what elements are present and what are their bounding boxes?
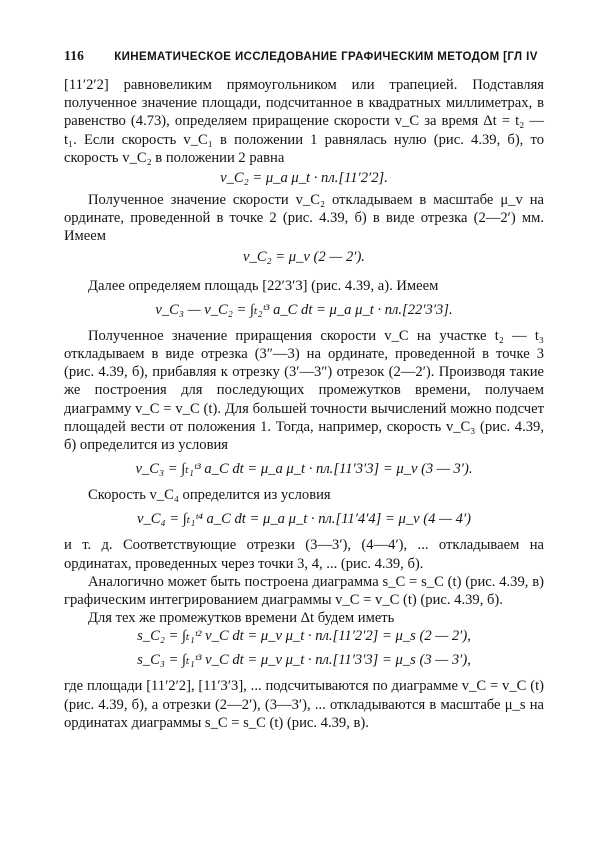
equation-7: s_C₃ = ∫ₜ₁ᵗ³ v_C dt = μ_v μ_t · пл.[11′3′3] = μ_s (3 — 3′),: [137, 652, 471, 669]
page-header: [64, 48, 544, 64]
equation-3: v_C₃ — v_C₂ = ∫ₜ₂ᵗ³ a_C dt = μ_a μ_t · пл.[22′3′3].: [155, 301, 453, 318]
paragraph-8: Для тех же промежутков времени Δt будем иметь: [88, 610, 395, 627]
running-title: КИНЕМАТИЧЕСКОЕ ИССЛЕДОВАНИЕ ГРАФИЧЕСКИМ МЕТОДОМ [ГЛ IV: [114, 51, 538, 63]
page: [64, 48, 544, 732]
paragraph-9: где площади [11′2′2], [11′3′3], ... подсчитываются по диаграмме v_C = v_C (t) (рис. 4.39, б), а отрезки (2—2′), (3—3′), ... откладываются в масштабе μ_s на ординатах диаграммы s_C = s_C (t) (рис. 4.39, в).: [64, 678, 544, 731]
paragraph-5: Скорость v_C₄ определится из условия: [88, 487, 331, 504]
page-number: 116: [64, 48, 85, 63]
equation-5: v_C₄ = ∫ₜ₁ᵗ⁴ a_C dt = μ_a μ_t · пл.[11′4′4] = μ_v (4 — 4′): [136, 511, 472, 528]
paragraph-1: [11′2′2] равновеликим прямоугольником или трапецией. Подставляя полученное значение площади, подсчитанное в квадратных миллиметрах, в равенство (4.73), определяем приращение скорости v_C за время Δt = t₂ — t₁. Если скорость v_C₁ в положении 1 равнялась нулю (рис. 4.39, б), то скорость v_C₂ в положении 2 равна: [64, 77, 544, 166]
paragraph-2: Полученное значение скорости v_C₂ откладываем в масштабе μ_v на ординате, проведенной в точке 2 (рис. 4.39, б) в виде отрезка (2—2′) мм. Имеем: [64, 192, 544, 245]
equation-4: v_C₃ = ∫ₜ₁ᵗ³ a_C dt = μ_a μ_t · пл.[11′3′3] = μ_v (3 — 3′).: [135, 461, 473, 478]
equation-2: v_C₂ = μ_v (2 — 2′).: [243, 248, 365, 265]
paragraph-7: Аналогично может быть построена диаграмма s_C = s_C (t) (рис. 4.39, в) графическим интегрированием диаграммы v_C = v_C (t) (рис. 4.39, б).: [64, 573, 544, 609]
paragraph-3: Далее определяем площадь [22′3′3] (рис. 4.39, а). Имеем: [88, 277, 439, 294]
equation-6: s_C₂ = ∫ₜ₁ᵗ² v_C dt = μ_v μ_t · пл.[11′2′2] = μ_s (2 — 2′),: [137, 628, 471, 645]
paragraph-6: и т. д. Соответствующие отрезки (3—3′), (4—4′), ... откладываем на ординатах, проведенных через точки 3, 4, ... (рис. 4.39, б).: [64, 537, 544, 572]
equation-1: v_C₂ = μ_a μ_t · пл.[11′2′2].: [220, 170, 388, 187]
paragraph-4: Полученное значение приращения скорости v_C на участке t₂ — t₃ откладываем в виде отрезка (3″—3) на ординате, проведенной в точке 3 (рис. 4.39, б), прибавляя к отрезку (3′—3″) отрезок (2—2′). Производя такие же построения для последующих промежутков времени, получаем диаграмму v_C = v_C (t). Для большей точности вычислений можно подсчет площадей вести от положения 1. Тогда, например, скорость v_C₃ (рис. 4.39, б) определится из условия: [64, 327, 544, 454]
